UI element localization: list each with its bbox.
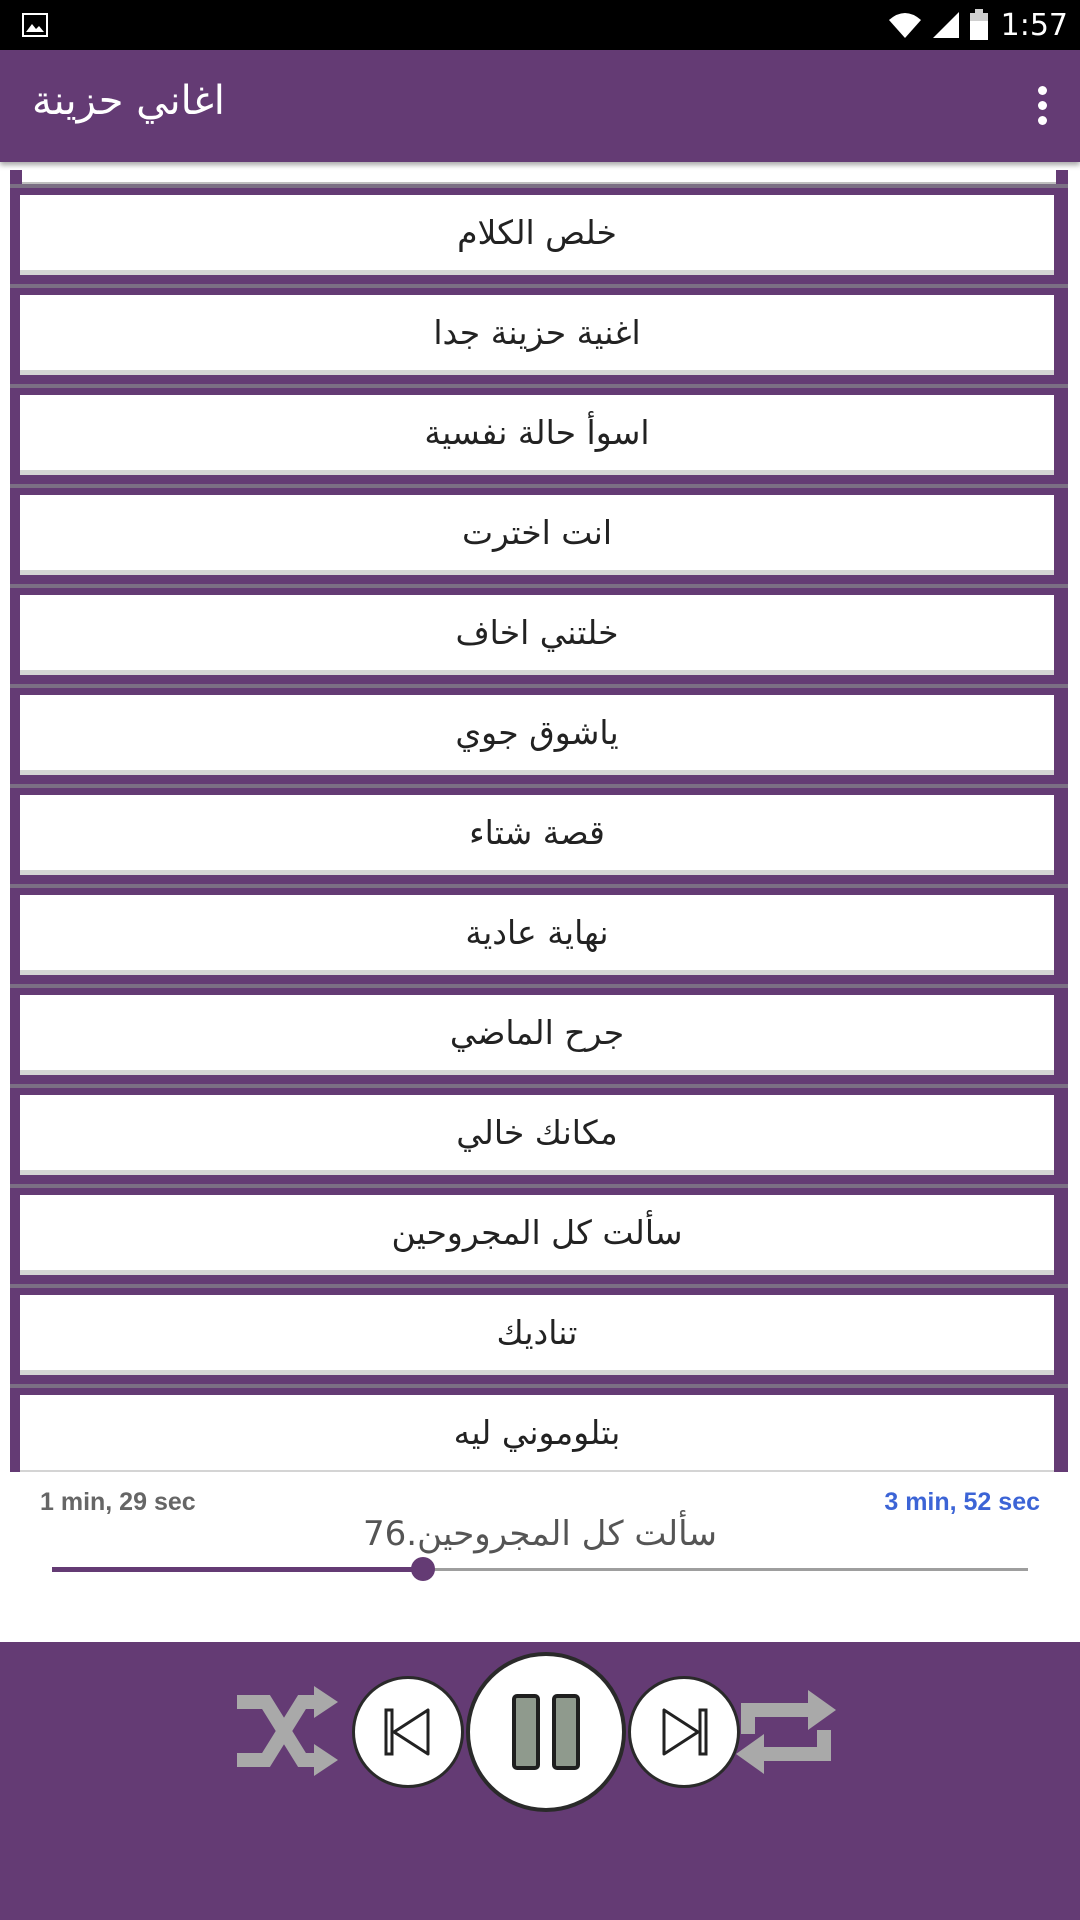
song-title: انت اخترت — [461, 513, 613, 552]
song-title: مكانك خالي — [456, 1113, 618, 1152]
play-pause-button[interactable] — [466, 1652, 626, 1812]
shuffle-icon[interactable] — [236, 1686, 340, 1778]
song-title: اسوأ حالة نفسية — [424, 413, 650, 452]
song-title: نهاية عادية — [465, 913, 609, 952]
song-title: تناديك — [496, 1313, 578, 1352]
playback-progress — [0, 1472, 1080, 1642]
player-controls — [0, 1642, 1080, 1920]
skip-previous-button[interactable] — [352, 1676, 464, 1788]
skip-previous-icon — [380, 1706, 436, 1758]
status-time: 1:57 — [1000, 7, 1068, 43]
song-title: سألت كل المجروحين — [391, 1213, 683, 1252]
song-title: ياشوق جوي — [455, 713, 619, 752]
now-playing-title: 76.سألت كل المجروحين — [363, 1514, 717, 1554]
list-item[interactable] — [10, 884, 1068, 976]
status-bar — [0, 0, 1080, 50]
list-item[interactable] — [10, 684, 1068, 776]
battery-icon — [969, 9, 989, 41]
list-item[interactable] — [10, 184, 1068, 276]
app-bar — [0, 50, 1080, 162]
skip-next-button[interactable] — [628, 1676, 740, 1788]
list-item[interactable] — [10, 1384, 1068, 1472]
list-item[interactable] — [10, 584, 1068, 676]
list-item[interactable] — [10, 1184, 1068, 1276]
pause-icon — [510, 1693, 582, 1771]
skip-next-icon — [656, 1706, 712, 1758]
list-item[interactable] — [10, 484, 1068, 576]
wifi-icon — [887, 10, 923, 40]
song-title: خلص الكلام — [457, 213, 617, 252]
song-list[interactable] — [10, 170, 1068, 1472]
song-title: جرح الماضي — [449, 1013, 625, 1052]
song-title: اغنية حزينة جدا — [433, 313, 641, 352]
seek-bar-progress — [52, 1567, 423, 1572]
song-title: خلتني اخاف — [455, 613, 619, 652]
song-title: قصة شتاء — [469, 813, 605, 852]
gallery-icon — [22, 13, 48, 37]
list-item[interactable] — [10, 1284, 1068, 1376]
seek-bar[interactable] — [52, 1568, 1028, 1571]
elapsed-time: 1 min, 29 sec — [40, 1488, 196, 1516]
app-title: اغاني حزينة — [32, 78, 225, 124]
repeat-icon[interactable] — [734, 1682, 838, 1782]
list-item[interactable] — [10, 384, 1068, 476]
more-vert-icon[interactable] — [1034, 86, 1050, 126]
song-title: بتلوموني ليه — [453, 1413, 621, 1452]
signal-icon — [931, 10, 961, 40]
list-item[interactable] — [10, 284, 1068, 376]
total-duration: 3 min, 52 sec — [884, 1488, 1040, 1516]
list-item[interactable] — [10, 1084, 1068, 1176]
list-item[interactable] — [10, 784, 1068, 876]
list-item[interactable] — [10, 984, 1068, 1076]
seek-bar-thumb[interactable] — [411, 1557, 435, 1581]
status-icons — [887, 6, 1068, 44]
